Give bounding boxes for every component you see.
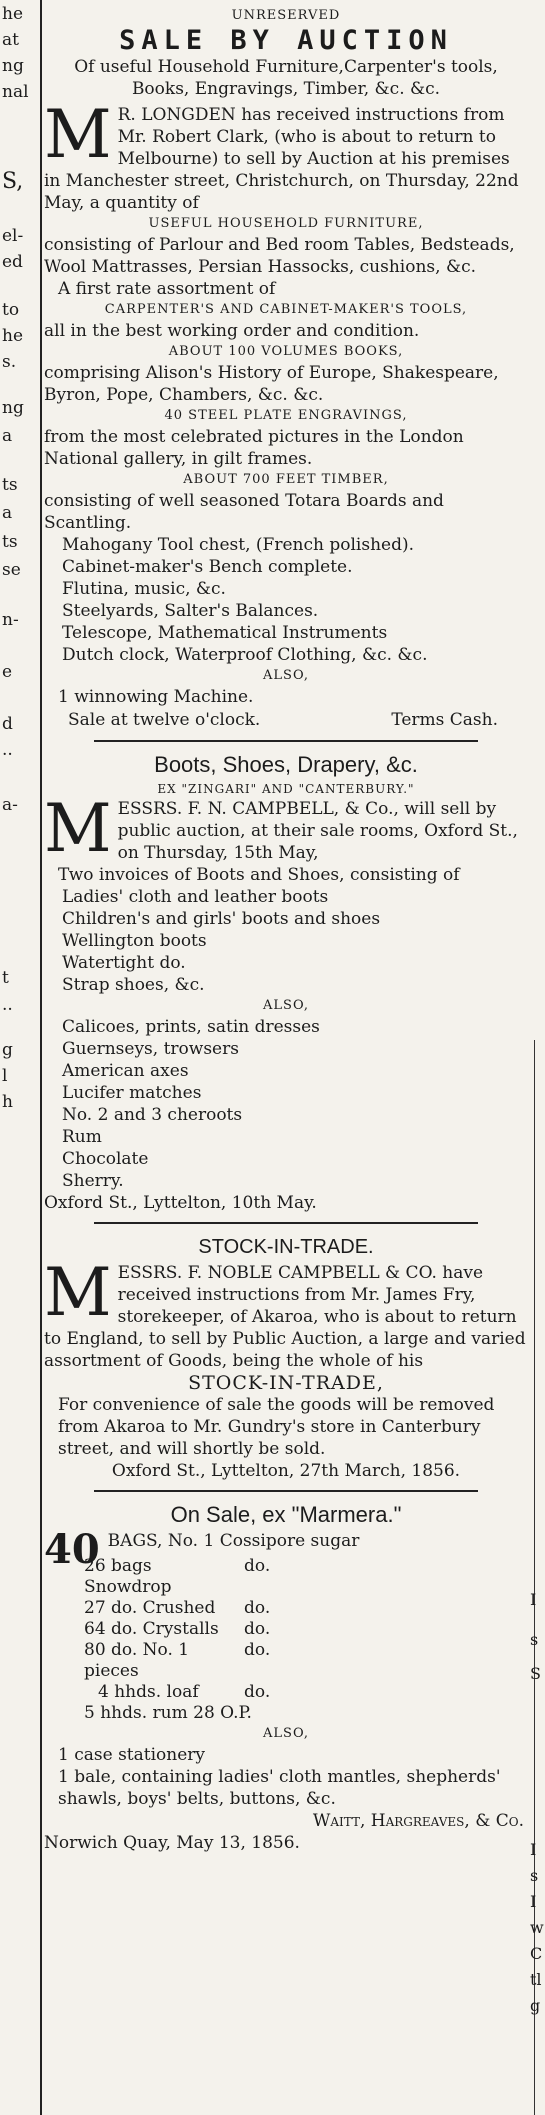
list-item: Telescope, Mathematical Instruments <box>62 623 388 643</box>
left-fragment: he <box>2 326 24 346</box>
ad-heading: ABOUT 100 VOLUMES BOOKS, <box>168 344 404 359</box>
ad-paragraph: For convenience of sale the goods will be removed from Akaroa to Mr. Gundry's store in Canterbury street, and will shortly be sold. <box>58 1395 495 1459</box>
ad-paragraph: consisting of well seasoned Totara Boards and Scantling. <box>44 491 444 533</box>
list-item: Flutina, music, &c. <box>62 579 226 599</box>
goods-item: 4 hhds. loaf <box>98 1682 199 1702</box>
ad-title: On Sale, ex "Marmera." <box>170 1502 402 1527</box>
ad-intro: R. LONGDEN has received instructions from Mr. Robert Clark, (who is about to return to Melbourne) to sell by Auction at his premises in Manchester street, Christchurch, on Thursday, 22nd May, a quantity of <box>44 105 519 213</box>
ad-paragraph: consisting of Parlour and Bed room Tables, Bedsteads, Wool Mattrasses, Persian Hassocks, cushions, &c. <box>44 235 515 277</box>
list-item: Strap shoes, &c. <box>62 975 205 995</box>
list-item: Mahogany Tool chest, (French polished). <box>62 535 415 555</box>
left-fragment: nal <box>2 82 29 102</box>
left-fragment: at <box>2 30 19 50</box>
right-fragment: w <box>530 1918 544 1937</box>
left-fragment: to <box>2 300 20 320</box>
goods-ditto: do. <box>244 1682 271 1702</box>
goods-row <box>44 1556 528 1598</box>
list-item: Sherry. <box>62 1171 124 1191</box>
drop-cap: M <box>44 96 112 173</box>
goods-ditto: do. <box>244 1556 271 1576</box>
list-item: Dutch clock, Waterproof Clothing, &c. &c. <box>62 645 428 665</box>
right-fragment: g <box>530 1996 541 2015</box>
list-item: Lucifer matches <box>62 1083 202 1103</box>
item-list <box>44 534 528 666</box>
left-fragment: e <box>2 662 13 682</box>
left-fragment: ts <box>2 532 18 552</box>
ad-subtitle: Of useful Household Furniture,Carpenter's tools, Books, Engravings, Timber, &c. &c. <box>74 57 498 99</box>
list-item: American axes <box>62 1061 189 1081</box>
goods-item: 80 do. No. 1 pieces <box>84 1640 190 1681</box>
left-fragment: l <box>2 1066 8 1086</box>
left-fragment: .. <box>2 740 13 760</box>
ad-paragraph: from the most celebrated pictures in the London National gallery, in gilt frames. <box>44 427 464 469</box>
ad-title: SALE BY AUCTION <box>119 25 453 56</box>
left-fragment: d <box>2 714 13 734</box>
auction-ad-boots-shoes <box>44 750 528 1214</box>
right-fragment: s <box>530 1866 539 1885</box>
left-fragment: ts <box>2 475 18 495</box>
list-item: Guernseys, trowsers <box>62 1039 239 1059</box>
goods-item: 5 hhds. rum 28 O.P. <box>84 1703 252 1723</box>
goods-ditto: do. <box>244 1640 271 1660</box>
left-fragment: t <box>2 968 9 988</box>
advertisement-column <box>44 0 528 1854</box>
divider <box>94 1222 478 1224</box>
goods-row <box>44 1598 528 1619</box>
ad-signature: Waitt, Hargreaves, & Co. <box>312 1811 524 1831</box>
drop-cap: M <box>44 790 112 867</box>
goods-item: 27 do. Crushed <box>84 1598 216 1618</box>
left-fragment: el- <box>2 226 24 246</box>
left-fragment: he <box>2 4 24 24</box>
ad-ship-line: EX "ZINGARI" AND "CANTERBURY." <box>157 782 415 796</box>
list-item: Steelyards, Salter's Balances. <box>62 601 319 621</box>
right-fragment: I <box>530 1590 537 1609</box>
ad-title: Boots, Shoes, Drapery, &c. <box>154 752 418 777</box>
ad-paragraph: 1 winnowing Machine. <box>58 687 254 707</box>
list-item: Cabinet-maker's Bench complete. <box>62 557 353 577</box>
left-fragment: a <box>2 426 13 446</box>
left-fragment: g <box>2 1040 13 1060</box>
ad-paragraph: all in the best working order and condition. <box>44 321 420 341</box>
right-fragment: I <box>530 1840 537 1859</box>
ad-paragraph: Two invoices of Boots and Shoes, consisting of <box>58 865 460 885</box>
item-list <box>44 1016 528 1192</box>
goods-row <box>44 1640 528 1682</box>
also-label: ALSO, <box>263 998 309 1013</box>
ad-date: Oxford St., Lyttelton, 27th March, 1856. <box>111 1461 461 1481</box>
ad-paragraph: A first rate assortment of <box>58 279 276 299</box>
left-fragment: .. <box>2 995 13 1015</box>
left-fragment: ng <box>2 56 24 76</box>
left-fragment: ng <box>2 398 24 418</box>
list-item: No. 2 and 3 cheroots <box>62 1105 243 1125</box>
ad-heading: CARPENTER'S AND CABINET-MAKER'S TOOLS, <box>104 302 468 317</box>
goods-ditto: do. <box>244 1619 271 1639</box>
divider <box>94 740 478 742</box>
goods-first-line: BAGS, No. 1 Cossipore sugar <box>107 1531 360 1551</box>
goods-table <box>44 1556 528 1724</box>
left-fragment: a- <box>2 795 18 815</box>
ad-intro: ESSRS. F. N. CAMPBELL, & Co., will sell by public auction, at their sale rooms, Oxford St., on Thursday, 15th May, <box>117 799 518 863</box>
left-fragment: a <box>2 503 13 523</box>
ad-heading: USEFUL HOUSEHOLD FURNITURE, <box>148 216 424 231</box>
ad-heading: 40 STEEL PLATE ENGRAVINGS, <box>164 408 408 423</box>
auction-ad-stock-in-trade <box>44 1232 528 1482</box>
drop-cap: M <box>44 1254 112 1331</box>
right-fragment: I <box>530 1892 537 1911</box>
sale-time: Sale at twelve o'clock. <box>68 710 261 730</box>
ad-title: STOCK-IN-TRADE. <box>198 1236 374 1258</box>
right-column-fragment <box>528 0 545 2115</box>
big-quantity: 40 <box>44 1526 100 1573</box>
left-fragment: h <box>2 1092 13 1112</box>
goods-row <box>44 1703 528 1724</box>
goods-row <box>44 1619 528 1640</box>
goods-ditto <box>324 1703 384 1724</box>
sale-ad-marmera <box>44 1500 528 1854</box>
ad-date: Oxford St., Lyttelton, 10th May. <box>44 1193 317 1213</box>
ad-paragraph: 1 case stationery <box>58 1745 205 1765</box>
left-column-fragment <box>0 0 30 2115</box>
ad-date: Norwich Quay, May 13, 1856. <box>44 1833 300 1853</box>
list-item: Ladies' cloth and leather boots <box>62 887 329 907</box>
ad-paragraph: comprising Alison's History of Europe, Shakespeare, Byron, Pope, Chambers, &c. &c. <box>44 363 499 405</box>
ad-heading: STOCK-IN-TRADE, <box>188 1372 384 1394</box>
left-fragment: ed <box>2 252 23 272</box>
divider <box>94 1490 478 1492</box>
goods-row <box>44 1682 528 1703</box>
right-fragment: tl <box>530 1970 542 1989</box>
terms-cash: Terms Cash. <box>391 710 498 730</box>
also-label: ALSO, <box>263 668 309 683</box>
list-item: Chocolate <box>62 1149 149 1169</box>
list-item: Calicoes, prints, satin dresses <box>62 1017 320 1037</box>
list-item: Watertight do. <box>62 953 186 973</box>
left-fragment: s. <box>2 352 17 372</box>
auction-ad-longden <box>44 0 528 732</box>
right-fragment: C <box>530 1944 543 1963</box>
sale-terms <box>44 708 528 732</box>
right-fragment: S <box>530 1664 541 1683</box>
goods-item: 26 bags Snowdrop <box>84 1556 172 1597</box>
goods-ditto: do. <box>244 1598 271 1618</box>
list-item: Wellington boots <box>62 931 207 951</box>
column-rule <box>40 0 42 2115</box>
right-fragment: s <box>530 1630 539 1649</box>
item-list <box>44 886 528 996</box>
also-label: ALSO, <box>263 1726 309 1741</box>
goods-item: 64 do. Crystalls <box>84 1619 219 1639</box>
ad-intro: ESSRS. F. NOBLE CAMPBELL & CO. have received instructions from Mr. James Fry, storekeeper, of Akaroa, who is about to return to England, to sell by Public Auction, a large and varied assortment of Goods, being the whole of his <box>44 1263 526 1371</box>
left-fragment: n- <box>2 610 19 630</box>
ad-paragraph: 1 bale, containing ladies' cloth mantles, shepherds' shawls, boys' belts, buttons, &c. <box>58 1767 501 1809</box>
left-fragment: se <box>2 560 21 580</box>
list-item: Children's and girls' boots and shoes <box>62 909 381 929</box>
left-fragment: S, <box>2 169 24 194</box>
ad-kicker: UNRESERVED <box>231 8 341 23</box>
ad-heading: ABOUT 700 FEET TIMBER, <box>183 472 389 487</box>
list-item: Rum <box>62 1127 102 1147</box>
